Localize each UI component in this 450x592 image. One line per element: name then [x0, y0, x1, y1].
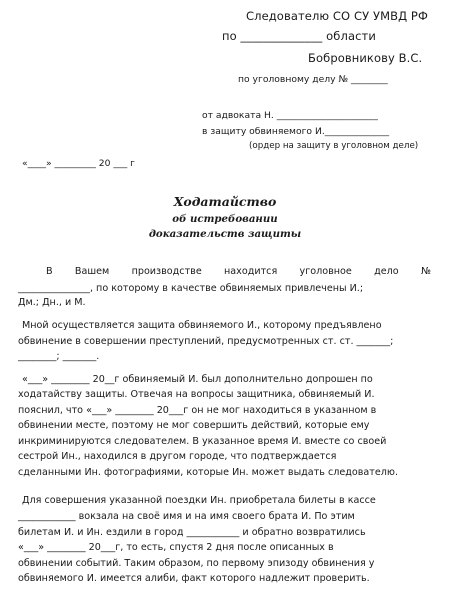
paragraph-4-line-1: Для совершения указанной поездки Ин. приобретала билеты в кассе [22, 495, 376, 506]
paragraph-2-line-1: Мной осуществляется защита обвиняемого И., которому предъявлено [22, 320, 382, 331]
paragraph-4-line-2: ____________ вокзала на своё имя и на имя своего брата И. По этим [18, 511, 355, 522]
addressee-line: Следователю СО СУ УМВД РФ [246, 9, 428, 23]
region-line: по ______________ области [222, 29, 376, 43]
paragraph-1-line-2: _______________, по которому в качестве обвиняемых привлечены И.; [18, 283, 364, 294]
paragraph-3-line-6: сестрой Ин., находился в другом городе, что подтверждается [18, 451, 337, 462]
p1-word: дело [374, 266, 399, 277]
paragraph-3-line-5: инкриминируются следователем. В указанное время И. вместе со своей [18, 436, 387, 447]
case-reference-line: по уголовному делу № ________ [238, 74, 388, 85]
addressee-name: Бобровникову В.С. [308, 51, 423, 65]
lawyer-line: от адвоката Н. ______________________ [202, 110, 378, 121]
paragraph-4-line-5: обвинении событий. Таким образом, по первому эпизоду обвинения у [18, 558, 375, 569]
paragraph-3-line-3: пояснил, что «___» ________ 20___г он не мог находиться в указанном в [18, 405, 377, 416]
document-subtitle-1: об истребовании [172, 213, 278, 225]
paragraph-1-line-1 [18, 267, 431, 277]
order-note: (ордер на защиту в уголовном деле) [249, 141, 419, 151]
p1-word: Вашем [74, 266, 110, 277]
paragraph-2-line-2: обвинение в совершении преступлений, предусмотренных ст. ст. _______; [18, 336, 394, 347]
p1-word: уголовное [299, 266, 352, 277]
document-subtitle-2: доказательств защиты [148, 228, 302, 240]
paragraph-4-line-6: обвиняемого И. имеется алиби, факт которого надлежит проверить. [18, 573, 370, 584]
p1-word: находится [224, 266, 278, 277]
paragraph-3-line-2: ходатайству защиты. Отвечая на вопросы защитника, обвиняемый И. [18, 389, 375, 400]
paragraph-3-line-4: обвинении месте, поэтому не мог совершить действий, которые ему [18, 420, 370, 431]
paragraph-1-line-3: Дм.; Дн., и М. [18, 297, 86, 308]
p1-word: производстве [131, 266, 202, 277]
defense-line: в защиту обвиняемого И.______________ [202, 126, 390, 137]
paragraph-4-line-4: «___» ________ 20___г, то есть, спустя 2 дня после описанных в [18, 542, 334, 553]
date-line: «____» _________ 20 ___ г [22, 158, 135, 169]
paragraph-3-line-7: сделанными Ин. фотографиями, которые Ин. может выдать следователю. [18, 467, 399, 478]
paragraph-3-line-1: «___» ________ 20__г обвиняемый И. был дополнительно допрошен по [22, 374, 373, 385]
p1-word: В [46, 266, 53, 277]
p1-word: № [420, 266, 431, 277]
paragraph-2-line-3: ________; _______. [18, 351, 100, 362]
document-title: Ходатайство [173, 194, 277, 209]
paragraph-4-line-3: билетам И. и Ин. ездили в город ___________ и обратно возвратились [18, 527, 366, 538]
